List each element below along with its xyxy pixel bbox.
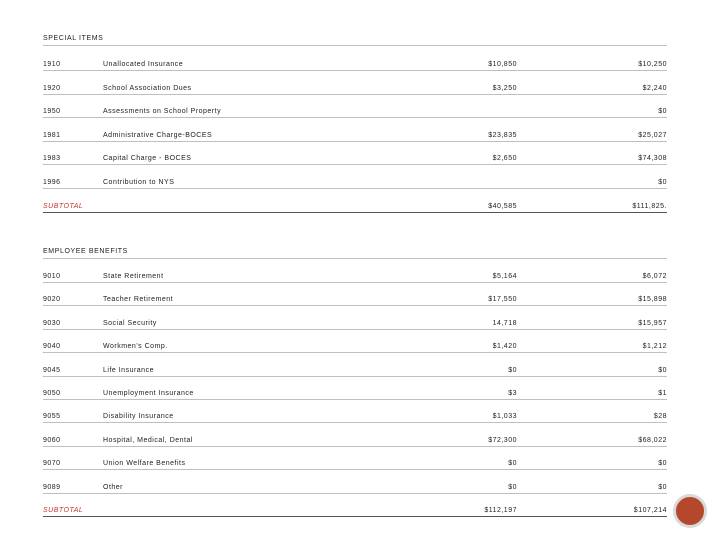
amount-column-1: $2,650 — [492, 155, 517, 163]
amount-column-1: $72,300 — [488, 436, 517, 444]
amount-column-2: $15,898 — [638, 296, 667, 304]
table-row — [43, 171, 667, 189]
row-divider — [43, 352, 667, 353]
amount-column-2: $15,957 — [638, 319, 667, 327]
amount-column-2: $0 — [658, 366, 667, 374]
section-divider — [43, 45, 667, 46]
row-divider — [43, 399, 667, 400]
row-divider — [43, 446, 667, 447]
amount-column-2: $10,250 — [638, 61, 667, 68]
table-row — [43, 359, 667, 377]
account-description: Administrative Charge-BOCES — [103, 131, 213, 139]
subtotal-row — [43, 195, 667, 213]
amount-column-2: $28 — [653, 413, 667, 421]
subtotal-amount-2: $107,214 — [633, 507, 667, 514]
amount-column-2: $6,072 — [642, 273, 667, 280]
row-divider — [43, 188, 667, 189]
row-divider — [43, 70, 667, 71]
table-row — [43, 147, 667, 165]
table-row — [43, 265, 667, 283]
row-divider — [43, 329, 667, 330]
amount-column-2: $74,308 — [638, 155, 667, 163]
section-divider — [43, 258, 667, 259]
amount-column-2: $2,240 — [642, 84, 667, 92]
account-code: 1910 — [43, 61, 61, 68]
row-divider — [43, 164, 667, 165]
subtotal-label: SUBTOTAL — [43, 507, 84, 514]
row-divider — [43, 469, 667, 470]
account-code: 1981 — [43, 131, 61, 139]
amount-column-2: $0 — [658, 108, 667, 116]
amount-column-1: $1,033 — [492, 413, 517, 421]
table-row — [43, 452, 667, 470]
account-description: Teacher Retirement — [103, 296, 174, 304]
table-row — [43, 288, 667, 306]
row-divider — [43, 282, 667, 283]
account-description: Unemployment Insurance — [103, 390, 194, 397]
row-divider — [43, 141, 667, 142]
amount-column-1: $17,550 — [488, 296, 517, 304]
row-divider — [43, 376, 667, 377]
amount-column-1: $0 — [508, 460, 517, 468]
subtotal-divider — [43, 516, 667, 517]
table-row — [43, 124, 667, 142]
account-description: State Retirement — [103, 273, 164, 280]
subtotal-amount-2: $111,825. — [632, 202, 667, 210]
account-code: 9060 — [43, 436, 61, 444]
amount-column-1: $10,850 — [488, 61, 517, 68]
subtotal-label: SUBTOTAL — [43, 202, 84, 210]
account-code: 9010 — [43, 273, 61, 280]
amount-column-1: $0 — [508, 366, 517, 374]
table-row — [43, 53, 667, 71]
amount-column-2: $0 — [658, 483, 667, 491]
account-code: 1950 — [43, 108, 61, 116]
account-description: Life Insurance — [103, 366, 154, 374]
table-row — [43, 429, 667, 447]
account-code: 9045 — [43, 366, 61, 374]
amount-column-1: $23,835 — [488, 131, 517, 139]
account-description: Contribution to NYS — [103, 179, 175, 186]
account-description: Other — [103, 483, 124, 491]
account-code: 9050 — [43, 390, 61, 397]
table-row — [43, 335, 667, 353]
account-description: Assessments on School Property — [103, 108, 222, 116]
row-divider — [43, 422, 667, 423]
amount-column-1: $5,164 — [492, 273, 517, 280]
table-row — [43, 382, 667, 400]
account-code: 9089 — [43, 483, 61, 491]
row-divider — [43, 94, 667, 95]
account-code: 9055 — [43, 413, 61, 421]
account-description: Disability Insurance — [103, 413, 174, 421]
corner-decoration — [673, 494, 707, 528]
account-description: Workmen's Comp. — [103, 343, 168, 351]
account-code: 9040 — [43, 343, 61, 351]
amount-column-2: $1,212 — [642, 343, 667, 351]
account-description: Social Security — [103, 319, 157, 327]
row-divider — [43, 117, 667, 118]
row-divider — [43, 305, 667, 306]
table-row — [43, 100, 667, 118]
subtotal-amount-1: $112,197 — [484, 507, 517, 514]
account-description: Unallocated Insurance — [103, 61, 184, 68]
account-code: 9070 — [43, 460, 61, 468]
account-code: 9020 — [43, 296, 61, 304]
employee-benefits-title: EMPLOYEE BENEFITS — [43, 248, 128, 255]
amount-column-1: $3 — [508, 390, 517, 397]
amount-column-1: $0 — [508, 483, 517, 491]
subtotal-divider — [43, 212, 667, 213]
amount-column-1: 14,718 — [492, 319, 517, 327]
account-description: School Association Dues — [103, 84, 192, 92]
account-description: Union Welfare Benefits — [103, 460, 186, 468]
account-description: Hospital, Medical, Dental — [103, 436, 193, 444]
subtotal-amount-1: $40,585 — [488, 202, 517, 210]
account-code: 1920 — [43, 84, 61, 92]
row-divider — [43, 493, 667, 494]
account-code: 1983 — [43, 155, 61, 163]
table-row — [43, 312, 667, 330]
amount-column-1: $1,420 — [492, 343, 517, 351]
amount-column-1: $3,250 — [492, 84, 517, 92]
table-row — [43, 476, 667, 494]
amount-column-2: $68,022 — [638, 436, 667, 444]
amount-column-2: $25,027 — [638, 131, 667, 139]
special-items-title: SPECIAL ITEMS — [43, 35, 104, 42]
table-row — [43, 77, 667, 95]
subtotal-row — [43, 499, 667, 517]
amount-column-2: $0 — [658, 460, 667, 468]
account-code: 9030 — [43, 319, 61, 327]
account-code: 1996 — [43, 179, 61, 186]
account-description: Capital Charge - BOCES — [103, 155, 192, 163]
table-row — [43, 405, 667, 423]
amount-column-2: $0 — [658, 179, 667, 186]
amount-column-2: $1 — [658, 390, 667, 397]
